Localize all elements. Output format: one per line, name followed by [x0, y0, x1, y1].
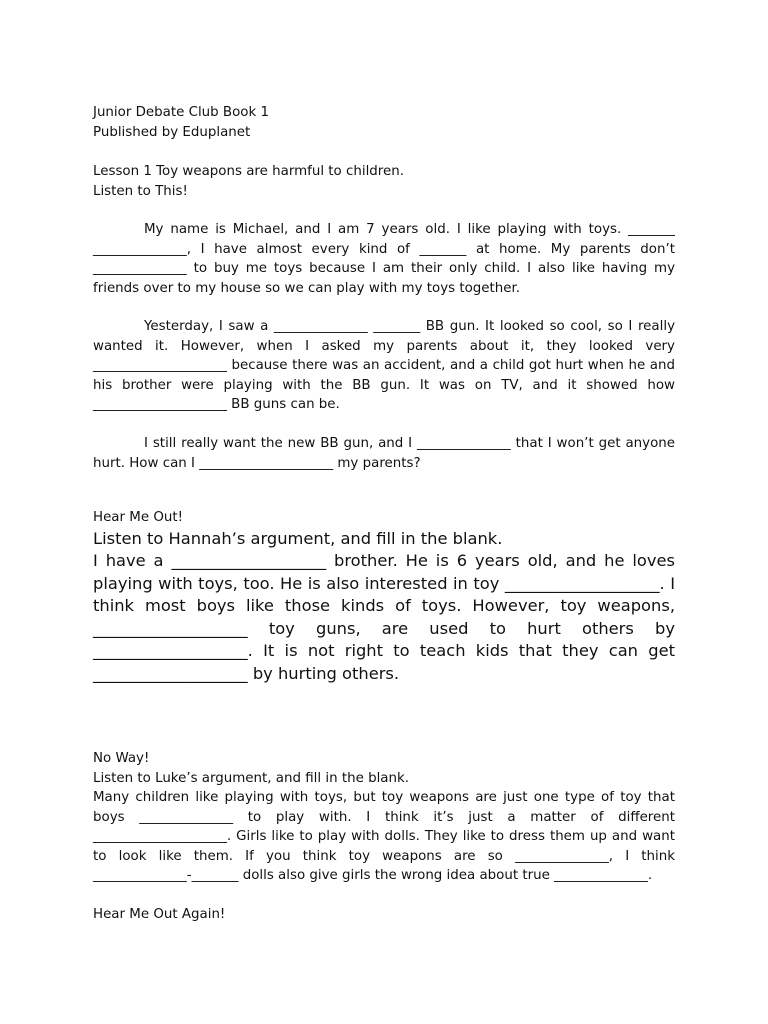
listen-paragraph-2: [93, 317, 675, 415]
listen-paragraph-3: [93, 434, 675, 473]
hear-me-out-body: I have a ___________________ brother. He is 6 years old, and he loves playing with toys, too. He is also interested in toy ___________________. I think most boys like those kinds of toys. However, toy weapons, ___________________ toy guns, are used to hurt others by ___________________. It is not right to teach kids that they can get ___________________ by hurting others.: [93, 551, 675, 684]
listen-heading: Listen to This!: [93, 183, 188, 199]
paragraph-text: My name is Michael, and I am 7 years old. I like playing with toys. _______ ______________, I have almost every kind of _______ at home. My parents don’t ______________ to buy me toys because I am their only child. I also like having my friends over to my house so we can play with my toys together.: [93, 222, 675, 296]
no-way-section: [93, 749, 675, 886]
book-title: Junior Debate Club Book 1: [93, 105, 270, 120]
paragraph-text: Yesterday, I saw a ______________ _______ BB gun. It looked so cool, so I really wanted it. However, when I asked my parents about it, they looked very ____________________ because there was an accident, and a child got hurt when he and his brother were playing with the BB gun. It was on TV, and it showed how ____________________ BB guns can be.: [93, 319, 675, 412]
hear-me-out-instruction: Listen to Hannah’s argument, and fill in the blank.: [93, 528, 503, 548]
lesson-title: Lesson 1 Toy weapons are harmful to children.: [93, 164, 404, 179]
hear-me-out-again-section: [93, 905, 675, 925]
hear-me-out-section: [93, 508, 675, 686]
listen-paragraph-1: [93, 220, 675, 298]
paragraph-text: I still really want the new BB gun, and I ______________ that I won’t get anyone hurt. How can I ____________________ my parents?: [93, 436, 675, 471]
no-way-body: Many children like playing with toys, but toy weapons are just one type of toy that boys ______________ to play with. I think it’s just a matter of different ____________________. Girls like to play with dolls. They like to dress them up and want to look like them. If you think toy weapons are so ______________, I think ______________-_______ dolls also give girls the wrong idea about true ______________.: [93, 790, 675, 883]
hear-me-out-again-heading: Hear Me Out Again!: [93, 907, 226, 922]
book-header: [93, 103, 675, 142]
hear-me-out-heading: Hear Me Out!: [93, 510, 183, 525]
publisher-line: Published by Eduplanet: [93, 124, 251, 140]
no-way-instruction: Listen to Luke’s argument, and fill in the blank.: [93, 770, 409, 786]
no-way-heading: No Way!: [93, 751, 150, 766]
lesson-header: [93, 162, 675, 201]
